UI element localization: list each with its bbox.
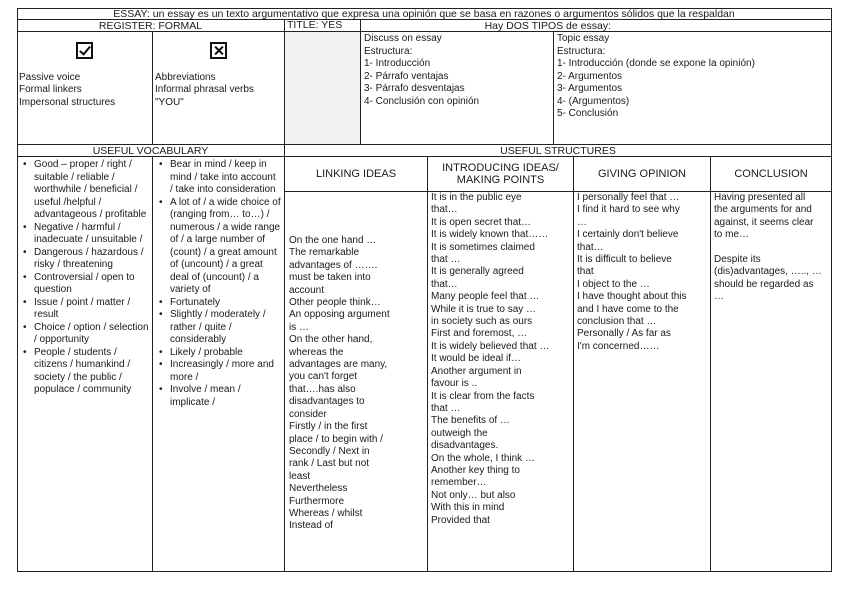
giving-opinion-header: GIVING OPINION <box>574 157 711 192</box>
opinion-phrase: Personally / As far as <box>577 328 671 340</box>
conclusion-phrase: (dis)advantages, ….., … <box>714 266 822 278</box>
introducing-phrase: It is open secret that… <box>431 216 532 228</box>
topic-essay-line: 2- Argumentos <box>557 70 623 82</box>
linking-phrase: On the one hand … <box>289 235 377 246</box>
vocab-item: • Fortunately <box>170 297 281 310</box>
sheet-title: ESSAY: un essay es un texto argumentativo que expresa una opinión que se basa en razones o argumentos sólidos que la respaldan <box>17 8 832 20</box>
discuss-essay-line: 2- Párrafo ventajas <box>364 70 449 82</box>
introducing-phrase: It is widely believed that … <box>431 340 550 352</box>
opinion-phrase: that… <box>577 241 604 253</box>
linking-phrase: On the other hand, <box>289 334 373 346</box>
discuss-essay-line: Discuss on essay <box>364 33 442 44</box>
vocab-item: • Increasingly / more and more / <box>170 359 281 384</box>
conclusion-phrase: … <box>714 291 724 303</box>
linking-phrase: Other people think… <box>289 297 381 309</box>
linking-phrase: Whereas / whilst <box>289 507 363 519</box>
conclusion-phrase: Despite its <box>714 254 761 266</box>
introducing-phrase: in society such as ours <box>431 316 533 328</box>
vocab-item: • Slightly / moderately / rather / quite / considerably <box>170 309 281 347</box>
vocab-item: • A lot of / a wide choice of (ranging from… to…) / numerous / a wide range of / a large number of (count) / a great amount of (uncount) / a great deal of (uncount) / a variety of <box>170 197 281 297</box>
vocab-column-2 <box>153 157 285 572</box>
linking-ideas-header: LINKING IDEAS <box>285 157 428 192</box>
conclusion-phrase: should be regarded as <box>714 278 814 290</box>
linking-ideas-list <box>285 192 428 572</box>
introducing-phrase: It is clear from the facts <box>431 390 535 402</box>
linking-phrase: Secondly / Next in <box>289 445 370 457</box>
linking-phrase: The remarkable <box>289 247 360 259</box>
linking-phrase: account <box>289 284 325 296</box>
giving-opinion-list <box>574 192 711 572</box>
linking-phrase: that….has also <box>289 383 356 395</box>
introducing-phrase: disadvantages. <box>431 440 499 452</box>
topic-essay-line: 4- (Argumentos) <box>557 95 630 107</box>
checkmark-icon <box>76 42 93 59</box>
linking-phrase: consider <box>289 408 327 420</box>
vocab-item: • Dangerous / hazardous / risky / threatening <box>34 247 149 272</box>
linking-phrase: Nevertheless <box>289 483 348 495</box>
introducing-ideas-header: INTRODUCING IDEAS/ MAKING POINTS <box>428 157 574 192</box>
opinion-phrase: I object to the … <box>577 278 650 290</box>
discuss-essay-line: 1- Introducción <box>364 58 431 69</box>
informal-feature: Informal phrasal verbs <box>155 84 254 95</box>
formal-feature: Passive voice <box>19 71 81 83</box>
conclusion-header: CONCLUSION <box>711 157 832 192</box>
introducing-phrase: Another key thing to <box>431 464 520 476</box>
linking-phrase: advantages are many, <box>289 359 388 371</box>
linking-phrase: An opposing argument <box>289 309 390 321</box>
essay-types-header: Hay DOS TIPOS de essay: <box>361 20 832 32</box>
introducing-phrase: The benefits of … <box>431 415 510 427</box>
title-blank-cell <box>285 32 361 145</box>
opinion-phrase: I certainly don't believe <box>577 229 679 241</box>
vocab-item: • Negative / harmful / inadecuate / unsuitable / <box>34 222 149 247</box>
vocab-item: • Choice / option / selection / opportunity <box>34 322 149 347</box>
opinion-phrase: I personally feel that … <box>577 192 680 203</box>
linking-phrase: least <box>289 470 311 482</box>
conclusion-list <box>711 192 832 572</box>
cross-icon <box>210 42 227 59</box>
discuss-essay-line: 3- Párrafo desventajas <box>364 83 465 94</box>
linking-phrase: you can't forget <box>289 371 358 383</box>
useful-vocabulary-header: USEFUL VOCABULARY <box>17 145 285 157</box>
topic-essay-line: 3- Argumentos <box>557 83 623 94</box>
introducing-phrase: outweigh the <box>431 427 488 439</box>
informal-register-box <box>153 32 285 145</box>
linking-phrase: place / to begin with / <box>289 433 383 445</box>
introducing-phrase: First and foremost, … <box>431 328 528 340</box>
introducing-phrase: that… <box>431 278 458 290</box>
linking-phrase: Firstly / in the first <box>289 421 368 433</box>
linking-phrase: rank / Last but not <box>289 458 370 470</box>
topic-essay-line: 5- Conclusión <box>557 108 619 119</box>
linking-phrase: disadvantages to <box>289 396 365 408</box>
formal-feature: Impersonal structures <box>19 96 116 108</box>
register-header: REGISTER: FORMAL <box>17 20 285 32</box>
conclusion-phrase: to me… <box>714 229 750 241</box>
title-yes-label: TITLE: YES <box>285 20 361 32</box>
discuss-essay-structure <box>361 32 554 145</box>
introducing-ideas-list <box>428 192 574 572</box>
introducing-phrase: Provided that <box>431 514 490 526</box>
topic-essay-structure <box>554 32 832 145</box>
vocab-item: • People / students / citizens / humankind / society / the public / populace / community <box>34 347 149 397</box>
topic-essay-line: 1- Introducción (donde se expone la opinión) <box>557 58 755 69</box>
formal-register-box <box>17 32 153 145</box>
vocab-item: • Bear in mind / keep in mind / take into account / take into consideration <box>170 159 281 197</box>
introducing-phrase: Not only… but also <box>431 489 516 501</box>
informal-feature: "YOU" <box>155 96 184 108</box>
introducing-phrase: It would be ideal if… <box>431 353 522 365</box>
introducing-phrase: that … <box>431 254 461 266</box>
linking-phrase: is … <box>289 321 309 333</box>
introducing-phrase: It is generally agreed <box>431 266 524 278</box>
opinion-phrase: It is difficult to believe <box>577 254 672 266</box>
discuss-essay-line: Estructura: <box>364 45 413 57</box>
opinion-phrase: I find it hard to see why <box>577 204 680 216</box>
introducing-phrase: favour is .. <box>431 378 478 390</box>
topic-essay-line: Topic essay <box>557 33 610 44</box>
vocab-item: • Likely / probable <box>170 347 281 360</box>
introducing-phrase: that … <box>431 402 461 414</box>
introducing-phrase: It is in the public eye <box>431 192 522 203</box>
useful-structures-header: USEFUL STRUCTURES <box>285 145 832 157</box>
opinion-phrase: I have thought about this <box>577 291 687 303</box>
vocab-column-1 <box>17 157 153 572</box>
vocab-item: • Issue / point / matter / result <box>34 297 149 322</box>
vocab-item: • Good – proper / right / suitable / reliable / worthwhile / beneficial / useful /helpful / advantageous / profitable <box>34 159 149 222</box>
linking-phrase: Instead of <box>289 520 333 532</box>
linking-phrase: must be taken into <box>289 272 371 284</box>
linking-phrase: whereas the <box>289 346 344 358</box>
introducing-phrase: While it is true to say … <box>431 303 537 315</box>
informal-feature: Abbreviations <box>155 71 216 83</box>
introducing-phrase: that… <box>431 204 458 216</box>
discuss-essay-line: 4- Conclusión con opinión <box>364 95 480 107</box>
formal-feature: Formal linkers <box>19 84 82 95</box>
topic-essay-line: Estructura: <box>557 45 606 57</box>
introducing-phrase: Many people feel that … <box>431 291 540 303</box>
linking-phrase: Furthermore <box>289 495 345 507</box>
introducing-phrase: With this in mind <box>431 502 505 514</box>
conclusion-phrase: Having presented all <box>714 192 806 203</box>
vocab-item: • Involve / mean / implicate / <box>170 384 281 409</box>
opinion-phrase: that <box>577 266 594 278</box>
opinion-phrase: … <box>577 216 587 228</box>
essay-reference-sheet <box>17 8 832 572</box>
linking-phrase: advantages of ……. <box>289 259 378 271</box>
conclusion-phrase: against, it seems clear <box>714 216 814 228</box>
opinion-phrase: conclusion that … <box>577 316 657 328</box>
introducing-phrase: It is sometimes claimed <box>431 241 535 253</box>
introducing-phrase: On the whole, I think … <box>431 452 535 464</box>
introducing-phrase: Another argument in <box>431 365 522 377</box>
opinion-phrase: I'm concerned…… <box>577 340 660 352</box>
introducing-phrase: It is widely known that…… <box>431 229 549 241</box>
vocab-item: • Controversial / open to question <box>34 272 149 297</box>
opinion-phrase: and I have come to the <box>577 303 679 315</box>
introducing-phrase: remember… <box>431 477 487 489</box>
conclusion-phrase <box>714 242 828 254</box>
conclusion-phrase: the arguments for and <box>714 204 812 216</box>
